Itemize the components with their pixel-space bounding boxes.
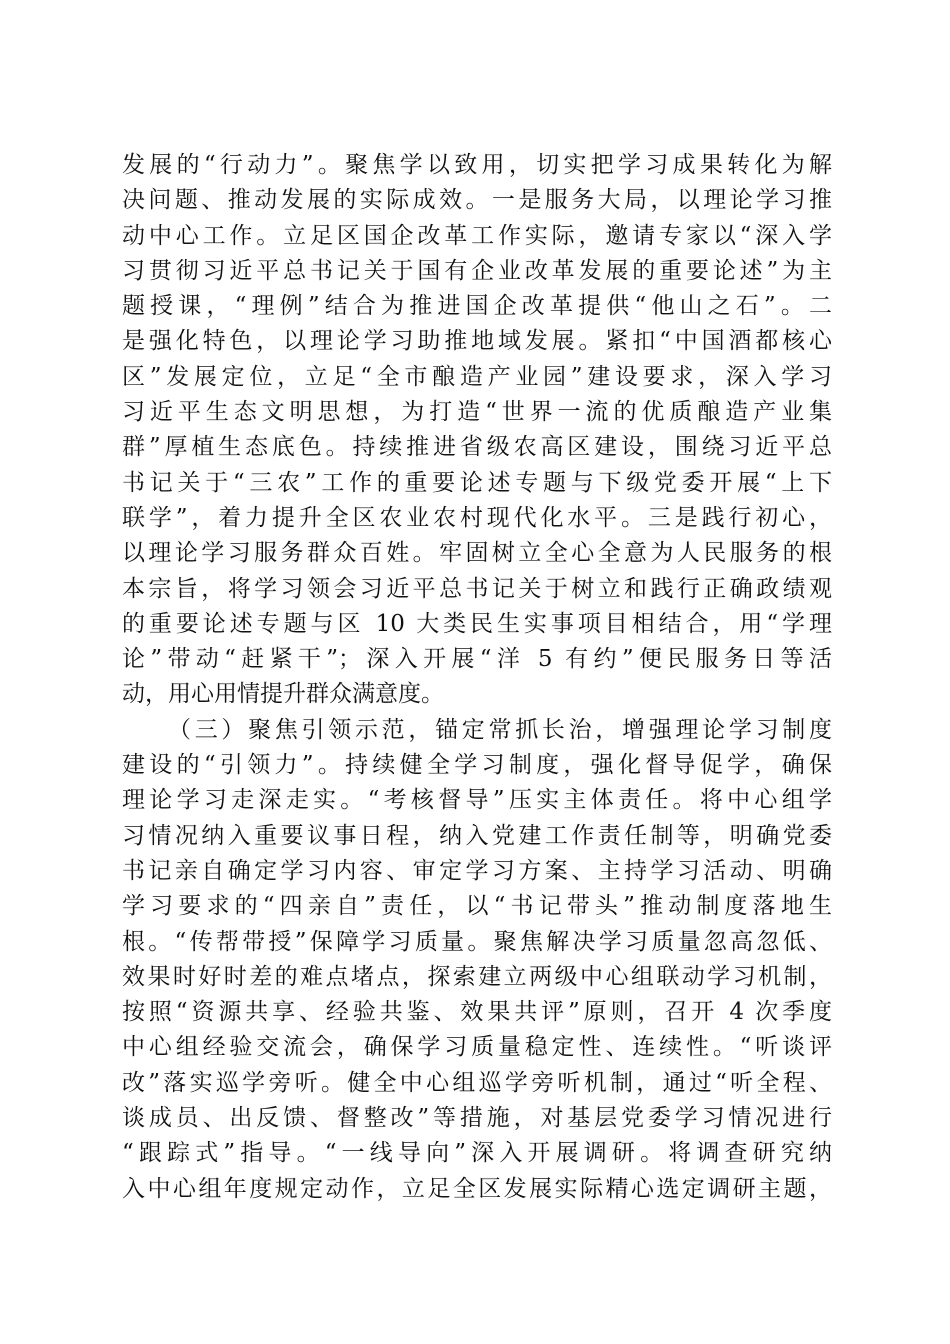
text-line: 论”带动“赶紧干”；深入开展“洋 5 有约”便民服务日等活 [122, 646, 832, 673]
text-line: 联学”，着力提升全区农业农村现代化水平。三是践行初心， [122, 504, 832, 531]
text-line: 改”落实巡学旁听。健全中心组巡学旁听机制，通过“听全程、 [122, 1069, 832, 1096]
text-line: 以理论学习服务群众百姓。牢固树立全心全意为人民服务的根 [122, 540, 832, 567]
text-line: 学习要求的“四亲自”责任，以“书记带头”推动制度落地生 [122, 893, 832, 920]
text-line: 中心组经验交流会，确保学习质量稳定性、连续性。“听谈评 [122, 1034, 832, 1061]
text-line: 题授课，“理例”结合为推进国企改革提供“他山之石”。二 [122, 293, 832, 320]
text-line: 的重要论述专题与区 10 大类民生实事项目相结合，用“学理 [122, 610, 832, 637]
text-line: 书记亲自确定学习内容、审定学习方案、主持学习活动、明确 [122, 857, 832, 884]
text-line: 本宗旨，将学习领会习近平总书记关于树立和践行正确政绩观 [122, 575, 832, 602]
text-line: 动中心工作。立足区国企改革工作实际，邀请专家以“深入学 [122, 222, 832, 249]
text-line: 习近平生态文明思想，为打造“世界一流的优质酿造产业集 [122, 399, 832, 426]
body-text [122, 148, 832, 1207]
text-line: 决问题、推动发展的实际成效。一是服务大局，以理论学习推 [122, 187, 832, 214]
text-line: 发展的“行动力”。聚焦学以致用，切实把学习成果转化为解 [122, 152, 832, 178]
text-line: 按照“资源共享、经验共鉴、效果共评”原则，召开 4 次季度 [122, 999, 832, 1026]
text-line: 区”发展定位，立足“全市酿造产业园”建设要求，深入学习 [122, 363, 832, 390]
text-line: 建设的“引领力”。持续健全学习制度，强化督导促学，确保 [122, 752, 832, 779]
text-line: 习贯彻习近平总书记关于国有企业改革发展的重要论述”为主 [122, 257, 832, 284]
text-line: 根。“传帮带授”保障学习质量。聚焦解决学习质量忽高忽低、 [122, 928, 832, 955]
text-line: 效果时好时差的难点堵点，探索建立两级中心组联动学习机制， [122, 963, 832, 990]
text-line: 群”厚植生态底色。持续推进省级农高区建设，围绕习近平总 [122, 434, 832, 461]
section-heading-line: （三）聚焦引领示范，锚定常抓长治，增强理论学习制度 [168, 716, 832, 743]
text-line: 入中心组年度规定动作，立足全区发展实际精心选定调研主题， [122, 1175, 832, 1202]
text-line: 书记关于“三农”工作的重要论述专题与下级党委开展“上下 [122, 469, 832, 496]
text-line: 是强化特色，以理论学习助推地域发展。紧扣“中国酒都核心 [122, 328, 832, 355]
text-line: 习情况纳入重要议事日程，纳入党建工作责任制等，明确党委 [122, 822, 832, 849]
text-line: 谈成员、出反馈、督整改”等措施，对基层党委学习情况进行 [122, 1105, 832, 1132]
text-line: “跟踪式”指导。“一线导向”深入开展调研。将调查研究纳 [122, 1140, 832, 1167]
text-line: 理论学习走深走实。“考核督导”压实主体责任。将中心组学 [122, 787, 832, 814]
text-line: 动，用心用情提升群众满意度。 [122, 681, 444, 708]
